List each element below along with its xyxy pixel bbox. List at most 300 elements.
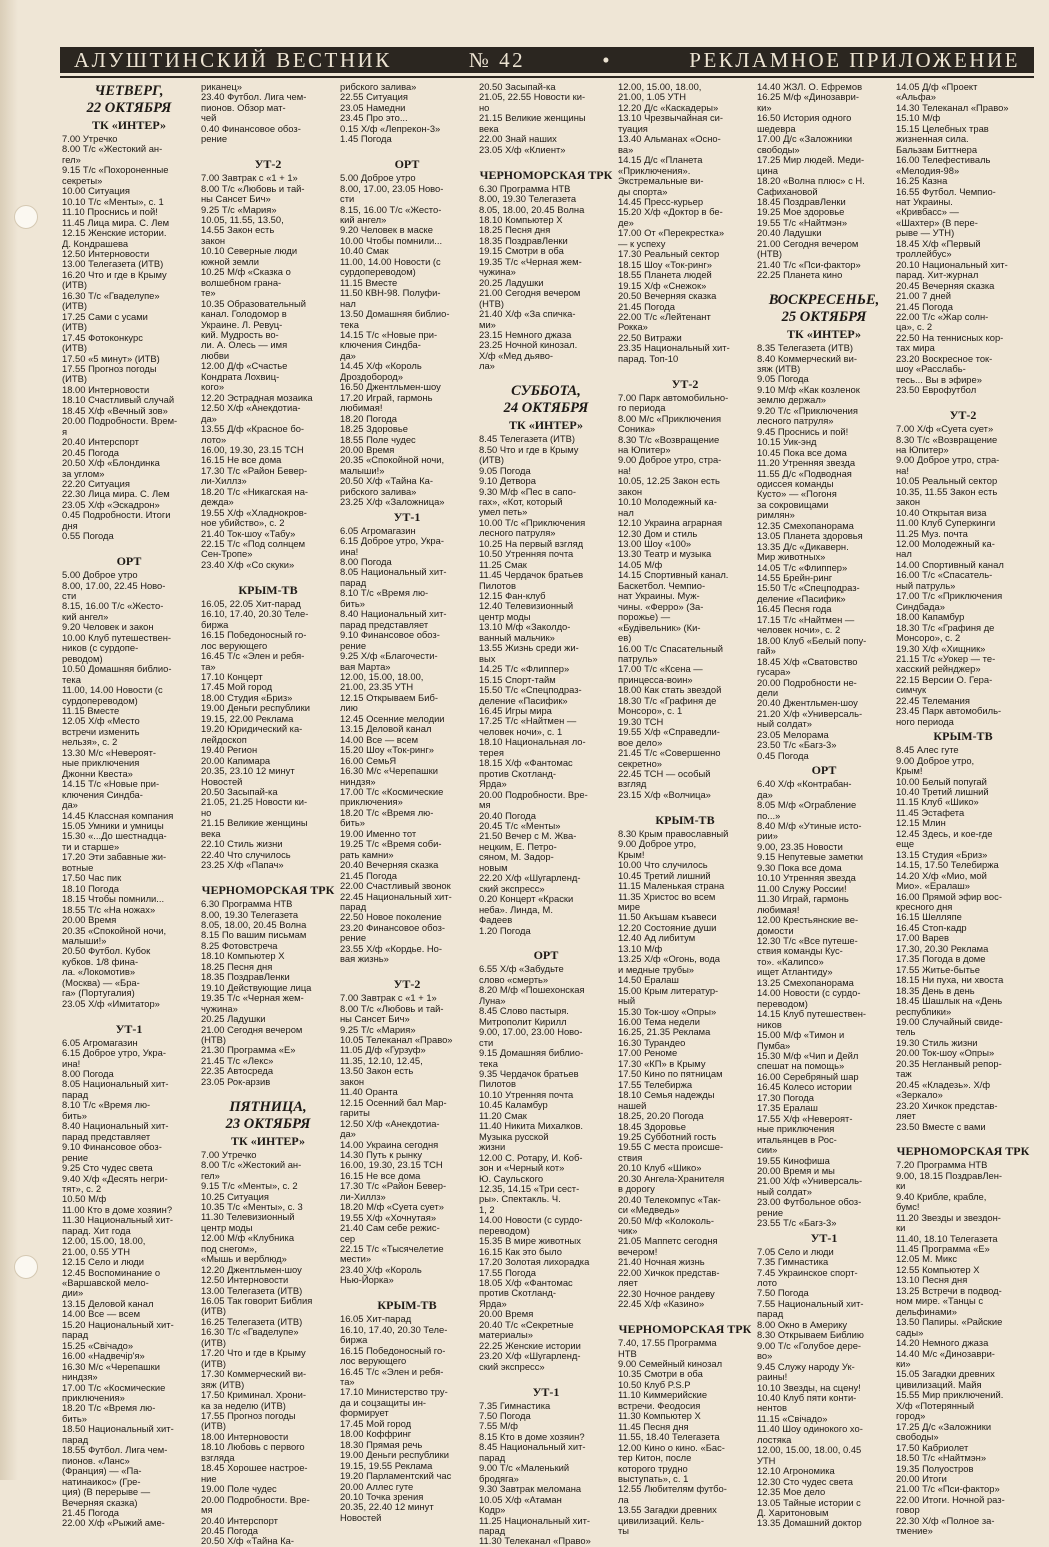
program-line: сти (62, 590, 77, 602)
program-line: 11.55, 18.40 Телегазета (618, 1431, 720, 1443)
program-line: парад (479, 1525, 506, 1536)
program-line: гах», «Кот, который (479, 495, 563, 507)
program-line: 11.05 Д/ф «Гурзуф» (340, 1044, 426, 1056)
program-line: ные приключения (62, 757, 140, 769)
program-line: 8.30 Крым православный (618, 827, 729, 839)
program-line: 20.50 Засыпай-ка (201, 786, 278, 797)
program-line: 9.45 Проснись и пой! (757, 425, 849, 437)
program-line: 6.55 Х/ф «Забудьте (479, 963, 564, 975)
program-line: гай» (757, 645, 776, 657)
program-line: 6.30 Программа НТВ (201, 898, 293, 910)
program-line: 23.05 Х/ф «Клиент» (479, 143, 566, 155)
program-line: секретно» (618, 757, 663, 769)
program-line: 10.15 Уик-энд (757, 436, 817, 448)
program-line: дня (62, 519, 78, 531)
program-line: 12.10 Украина аграрная (618, 517, 723, 529)
program-line: 12.05 М. Микс (896, 1253, 958, 1265)
program-line: (ИТВ) (62, 321, 87, 333)
program-line: 14.20 Немного джаза (896, 1337, 989, 1349)
program-line: (НТВ) (757, 248, 782, 260)
program-line: — к успеху (618, 237, 666, 249)
program-line: 22.30 Лица мира. С. Лем (62, 488, 170, 500)
program-line: 17.30 Т/с «Район Бевер- (340, 1180, 447, 1192)
program-line: Ю. Саульского (479, 1172, 544, 1184)
program-line (62, 1009, 196, 1019)
program-line: 20.00 Подробности. Врем- (62, 415, 178, 427)
program-line: сти (479, 1036, 494, 1048)
program-line: 22.00 Знай наших (479, 133, 557, 145)
program-line: парад представляет (340, 618, 429, 630)
program-line: 14.40 ЖЗЛ. О. Ефремов (757, 81, 863, 92)
program-line: 9.00 Доброе утро, стра- (618, 454, 722, 466)
program-line: 12.35 Смехопанорама (757, 519, 854, 531)
program-line: 22.15 Версии О. Гера- (896, 673, 993, 685)
program-line: 8.20 М/ф «Пошехонская (479, 984, 585, 996)
program-line: 13.55 Жизнь среди жи- (479, 642, 579, 654)
program-line: 10.45 Каламбур (479, 1099, 548, 1111)
program-line: 12.00, 15.00, 18.00, (618, 81, 702, 92)
program-line: 9.15 Домашняя библио- (479, 1047, 584, 1059)
program-line: бродяга» (479, 1472, 519, 1484)
program-line: 8.05, 18.00, 20.45 Волна (201, 918, 307, 930)
program-line: 16.00 СемьЯ (340, 754, 397, 766)
program-line: 19.30 Стиль жизни (896, 1036, 978, 1048)
program-line: 17.15 Т/с «Найтмен — (757, 613, 855, 625)
program-line: чей (201, 112, 217, 124)
program-line: Д. Харитоновым (757, 1507, 829, 1518)
program-line: ки (896, 1222, 906, 1234)
program-line: 8.40 Национальный хит- (62, 1120, 169, 1132)
program-line: тмение» (896, 1525, 933, 1537)
program-line: мя (479, 799, 491, 811)
program-line: 23.45 Про это... (340, 112, 408, 124)
program-line: (ИТВ) (62, 300, 87, 312)
program-line: (ИТВ) (201, 1357, 226, 1369)
program-line: 22.45 Телемания (896, 694, 971, 706)
program-line: 13.25 Х/ф «Огонь, вода (618, 953, 721, 965)
masthead-bullet: • (602, 48, 613, 72)
program-line: 16.25 Казна (896, 175, 948, 187)
program-line: 18.00 Интерновости (62, 383, 150, 395)
program-line: 10.25 На первый взгляд (479, 537, 584, 549)
program-line: 13.25 Смехопанорама (757, 976, 854, 988)
program-line: 7.35 Гимнастика (757, 1256, 829, 1268)
program-line: 18.35 День в день (896, 984, 975, 996)
program-line: материалы» (479, 1329, 533, 1341)
program-line: Дроздобород» (340, 370, 403, 382)
program-line: ствия (618, 1151, 643, 1163)
supplement-label: РЕКЛАМНОЕ ПРИЛОЖЕНИЕ (689, 48, 1020, 72)
program-line: 20.50 Засыпай-ка (479, 81, 556, 92)
program-line: 18.25 Здоровье (340, 423, 408, 435)
program-line: 21.05 Маппетс сегодня (618, 1235, 718, 1247)
program-line: терея (479, 746, 504, 758)
program-line: «Будівельник» (Ки- (618, 621, 701, 633)
program-line: бить» (340, 817, 365, 829)
program-line: вая Марта» (340, 660, 391, 672)
program-line: 9.25 Сто чудес света (62, 1162, 153, 1174)
program-line: 20.35 «Спокойной ночи, (62, 924, 167, 936)
program-line: 17.55 Житье-бытье (896, 963, 980, 975)
tv-schedule-columns (62, 81, 1034, 1547)
program-line: парад. Хит года (62, 1224, 131, 1236)
program-line: 18.30 Т/с «Графиня де (618, 694, 717, 706)
program-line: 20.40 Ладушки (757, 227, 822, 239)
program-line: 8.15 Кто в доме хозяин? (479, 1430, 585, 1442)
program-line: 10.35 Образовательный (201, 297, 306, 309)
program-line: 11.50 Акъшам къавеси (618, 911, 717, 923)
program-line: рение (62, 1151, 89, 1163)
program-line: я (62, 425, 68, 437)
program-line: 14.05 М/ф (618, 558, 663, 570)
program-line: 7.20 Программа НТВ (896, 1159, 988, 1171)
program-line: переводом) (479, 1224, 530, 1236)
program-line: 23.40 Х/ф «Король (340, 1263, 422, 1275)
program-line: 18.45 Х/ф «Сватовство (757, 655, 858, 667)
program-line: человек ночи», с. 2 (757, 624, 841, 636)
program-line: 17.00 От «Перекрестка» (618, 227, 725, 239)
program-line: 16.00 Тема недели (618, 1015, 701, 1027)
program-line: республики» (896, 1005, 952, 1017)
program-line: «Варшавской мело- (62, 1277, 149, 1289)
program-line: 18.00 Коффринг (340, 1428, 412, 1440)
program-line: 18.00 Интерновости (201, 1430, 289, 1442)
program-line: 11.15 Клуб «Шико» (896, 796, 979, 808)
channel-heading: КРЫМ-ТВ (655, 812, 715, 827)
program-line: 19.00 Случайный свиде- (896, 1015, 1003, 1027)
program-line: 19.55 Х/ф «Хладнокров- (201, 506, 307, 518)
program-line: 22.00 Х/ф «Рыжий аме- (62, 1517, 165, 1529)
program-line: Монсоро», с. 1 (618, 705, 683, 717)
program-line: тека (479, 1057, 498, 1069)
program-line: 16.50 История одного (757, 112, 852, 124)
program-line: 16.00 Телефестиваль (896, 154, 991, 166)
program-line: 12.40 Ад либитум (618, 932, 696, 944)
program-line: 18.15 Х/ф «Фантомас (479, 757, 573, 769)
program-line: 7.00 Завтрак с «1 + 1» (340, 992, 437, 1004)
program-line: 16.30 М/с «Черепашки (340, 765, 439, 777)
program-line: дельфинами» (896, 1305, 957, 1317)
program-line: 19.55 Т/с «Найтмэн» (757, 216, 848, 228)
program-line: сурдопереводом) (62, 694, 138, 706)
program-line: 11.20 Утренняя звезда (757, 457, 856, 469)
program-line: ла. «Локомотив» (62, 966, 136, 978)
program-line: 22.20 Х/ф «Шугарленд- (479, 872, 581, 884)
program-line: 22.20 Ситуация (62, 477, 130, 489)
program-line: «Шахтер» (В пере- (896, 216, 978, 228)
program-line: сер (340, 1232, 356, 1244)
program-line: лесного патруля» (479, 527, 556, 539)
program-line: 10.35, 11.55 Закон есть (896, 485, 998, 497)
program-line: 23.55 Х/ф «Кордье. Но- (340, 942, 443, 954)
program-line: 18.30 Прямая речь (340, 1438, 423, 1450)
program-line: 21.00 Сегодня вечером (757, 237, 859, 249)
program-line: еще (896, 838, 915, 850)
program-line: 12.50 Х/ф «Анекдотиа- (340, 1117, 440, 1129)
program-line: 12.15 Открываем Биб- (340, 691, 438, 703)
program-line: 20.00 Подробности не- (757, 676, 857, 688)
program-line: 11.30 Национальный хит- (62, 1214, 174, 1226)
program-line: 17.35 Погода в доме (896, 953, 986, 965)
program-line: Х/ф «Потерянный (896, 1399, 975, 1411)
program-line: ные приключения (757, 1123, 835, 1135)
program-line: 18.20 Погода (340, 412, 397, 424)
program-line: 11.40 Никита Михалков. (479, 1120, 584, 1132)
program-line: 11.10 Киммерийские (618, 1389, 708, 1401)
program-line: 21.00 Сегодня вечером (479, 287, 581, 299)
program-line: 23.20 Финансовое обоз- (340, 921, 446, 933)
program-line: рение (340, 932, 367, 944)
program-line: 20.40 Вечерняя сказка (340, 859, 439, 871)
program-line: 8.45 Телегазета (ИТВ) (479, 433, 576, 445)
program-line: 14.45 Х/ф «Король (340, 360, 422, 372)
program-line: 18.15 Шоу «Ток-ринг» (618, 258, 712, 270)
program-line: по...» (757, 809, 781, 821)
program-line: 12.45 Осенние мелодии (340, 712, 445, 724)
program-line: 17.20 Золотая лихорадка (479, 1256, 590, 1268)
program-line: под снегом», (201, 1242, 257, 1254)
program-line: 14.20 Х/ф «Мио, мой (896, 869, 987, 881)
program-line: Кондрата Лохвиц- (201, 370, 280, 382)
program-line: ном мире. «Танцы с (896, 1295, 984, 1307)
program-line: 8.45 Слово пастыря. (479, 1005, 569, 1017)
schedule-column-3 (340, 81, 474, 1523)
program-line: 23.55 Т/с «Багз-3» (757, 1217, 837, 1229)
program-line: Нью-Йорка» (340, 1274, 394, 1286)
program-line: 8.15, 16.00 Т/с «Жесто- (340, 203, 442, 215)
channel-heading: ОРТ (811, 763, 837, 778)
program-line: закон (340, 1075, 365, 1087)
program-line: рибского залива» (340, 81, 417, 92)
program-line: 20.45 «Кладезь». Х/ф (896, 1078, 991, 1090)
program-line: 18.00 Капамбур (896, 611, 965, 623)
program-line (618, 364, 752, 374)
program-line: взгляда (201, 1451, 235, 1463)
program-line: 18.10 Компьютер Х (201, 950, 285, 962)
program-line: Новостей (340, 1511, 382, 1523)
program-line: 12.35 Мое дело (757, 1486, 826, 1498)
program-line: 14.15 Т/с «Новые при- (62, 778, 160, 790)
program-line: 12.20 Д/с «Каскадеры» (618, 101, 719, 113)
program-line: 20.50 Х/ф «Блондинка (62, 457, 160, 469)
program-line: 10.40 Клуб пяти конти- (757, 1392, 857, 1404)
program-line: 18.10 Национальная ло- (479, 736, 586, 748)
program-line: 11.20 Звезды и звездон- (896, 1211, 1001, 1223)
program-line: 23.05 Мелорама (757, 728, 829, 740)
program-line: 16.25 М/ф «Динозаври- (757, 91, 859, 103)
program-line (340, 145, 474, 155)
program-line: 12.00, 15.00, 18.00, 0.45 (757, 1444, 862, 1456)
program-line: 9.00 Доброе утро, стра- (896, 454, 1000, 466)
program-line: 14.30 Телеканал «Право» (896, 101, 1009, 113)
program-line: ствия команды Кус- (757, 945, 843, 957)
program-line: 16.00 «Надвечір'я» (62, 1350, 145, 1362)
program-line: 17.55 Телебиржа (618, 1078, 693, 1090)
program-line: 15.30 М/ф «Чип и Дейл (757, 1049, 859, 1061)
newspaper-title: АЛУШТИНСКИЙ ВЕСТНИК (74, 48, 392, 72)
program-line: 16.05, 22.05 Хит-парад (201, 597, 301, 609)
program-line: 13.10 Чрезвычайная си- (618, 112, 724, 124)
program-line: закон (201, 234, 226, 246)
schedule-column-6 (757, 81, 891, 1529)
program-line: лос верующего (340, 1355, 407, 1367)
program-line: 22.00 Т/с «Лейтенант (618, 310, 711, 322)
program-line: ниндзя» (340, 775, 376, 787)
program-line: 11.50 КВН-98. Полуфи- (340, 287, 441, 299)
program-line: 23.20 Воскресное ток- (896, 352, 993, 364)
program-line: 17.20 Играй, гармонь (340, 391, 433, 403)
program-line: 8.00 Т/с «Любовь и тай- (201, 182, 305, 194)
program-line: 21.45 Т/с «Совершенно (618, 747, 721, 759)
program-line: вечером! (618, 1245, 658, 1257)
program-line: 9.40 Крибле, крабле, (896, 1190, 987, 1202)
channel-heading: КРЫМ-ТВ (933, 729, 993, 744)
program-line: Баскетбол. Чемпио- (618, 579, 706, 591)
program-line: 17.50 «5 минут» (ИТВ) (62, 352, 160, 364)
program-line: 16.00 Т/с Спасательный (618, 642, 724, 654)
program-line: 12.00 Кино о кино. «Бас- (618, 1441, 725, 1453)
program-line: 0.55 Погода (62, 530, 114, 542)
program-line: встречи изменить (62, 725, 140, 737)
program-line: Вечерняя сказка) (62, 1496, 138, 1508)
program-line: 23.40 Х/ф «Со скуки» (201, 558, 295, 570)
program-line: 16.25 Телегазета (ИТВ) (201, 1315, 303, 1327)
program-line: 17.45 Фотоконкурс (62, 331, 143, 343)
program-line: 10.50 Клуб P.S.P (618, 1378, 691, 1390)
program-line: 15.30 «...До шестнадца- (62, 830, 167, 842)
program-line: 17.55 Погода (479, 1266, 536, 1278)
program-line: 18.50 Национальный хит- (62, 1423, 174, 1435)
program-line: 13.15 Деловой канал (340, 723, 432, 735)
program-line: 1.45 Погода (340, 133, 392, 145)
program-line: 9.30 М/ф «Пес в сапо- (479, 485, 576, 497)
channel-heading: ТК «ИНТЕР» (230, 1133, 305, 1148)
program-line: 11.15 «Свічадо» (757, 1412, 828, 1424)
program-line: ного периода (896, 715, 954, 727)
program-line: 14.15 Д/с «Планета (618, 154, 703, 166)
channel-heading: УТ-2 (393, 977, 421, 992)
program-line: 10.50 Утренняя почта (479, 548, 574, 560)
program-line: 17.00 Т/с «Космические (62, 1381, 166, 1393)
program-line: дели (757, 687, 779, 699)
program-line: 10.40 Смак (340, 245, 389, 257)
program-line: 13.00 Телегазета (ИТВ) (62, 258, 164, 270)
program-line: ты (618, 1525, 630, 1537)
program-line: 16.15 Победоносный го- (340, 1344, 446, 1356)
program-line: 22.30 Ночное рандеву (618, 1287, 715, 1299)
program-line: дежда» (201, 496, 234, 508)
program-line: 13.05 Тайные истории с (757, 1496, 861, 1508)
day-heading: ВОСКРЕСЕНЬЕ, (768, 292, 880, 309)
program-line: 23.25 Ночной кинозал. (479, 339, 578, 351)
program-line: 14.55 Закон есть (201, 224, 275, 236)
program-line: 8.00 Погода (340, 556, 392, 568)
program-line: 16.45 Песня года (757, 603, 832, 615)
channel-heading: УТ-2 (949, 408, 977, 423)
program-line: парад представляет (62, 1130, 151, 1142)
program-line (62, 542, 196, 552)
program-line: 12.30 Т/с «Все путеше- (757, 934, 858, 946)
program-line: гел» (62, 153, 81, 165)
program-line: парад (340, 900, 367, 912)
program-line: 20.00 Ток-шоу «Опры» (896, 1047, 995, 1059)
program-line: 7.05 Село и люди (757, 1245, 834, 1257)
program-line: 20.35 Негланвый репор- (896, 1057, 1002, 1069)
program-line: 9.20 Т/с «Приключения (757, 404, 858, 416)
program-line: 22.45 Национальный хит- (340, 890, 452, 902)
program-line: Монсоро», с. 2 (896, 632, 961, 644)
program-line: ли-Хиллз» (340, 1190, 386, 1202)
program-line: (ИТВ) (62, 373, 87, 385)
program-line: 8.35 Телегазета (ИТВ) (757, 342, 854, 354)
program-line: хасский рейнджер» (896, 663, 981, 675)
program-line: 20.25 Ладушки (201, 1013, 266, 1025)
program-line: 9.00 Т/с «Маленький (479, 1462, 570, 1474)
program-line: 18.25 Песня дня (479, 224, 551, 236)
program-line: зяж (ИТВ) (757, 362, 801, 374)
program-line: 13.50 Домашняя библио- (340, 308, 450, 320)
program-line: ка за неделю (ИТВ) (201, 1399, 286, 1411)
program-line: 20.10 Точка зрения (340, 1491, 424, 1502)
program-line: 8.00, 17.00, 23.05 Ново- (340, 182, 444, 194)
program-line: реводом) (62, 652, 103, 664)
program-line: рии» (757, 830, 778, 842)
program-line: 8.40 М/ф «Утиные исто- (757, 820, 862, 831)
program-line: 15.35 В мире животных (479, 1235, 581, 1247)
program-line: 12.00, 15.00, 18.00, (340, 671, 424, 683)
program-line: 9.00, 23.35 Новости (757, 840, 843, 852)
program-line: нельзя», с. 2 (62, 736, 118, 748)
program-line: 21.00, 1.05 УТН (618, 91, 686, 103)
program-line: 18.00 Клуб «Белый попу- (757, 634, 867, 646)
program-line: (ИТВ) (62, 279, 87, 291)
program-line: 14.40 М/с «Динозаври- (896, 1347, 995, 1359)
program-line: 16.30 Турандео (618, 1036, 686, 1048)
program-line: 0.45 Погода (757, 749, 809, 761)
program-line: 14.25 Т/с «Флиппер» (479, 663, 570, 675)
program-line: тах мира (896, 342, 935, 354)
program-line: ми» (479, 318, 496, 330)
program-line: парад (62, 1088, 89, 1100)
channel-heading: ОРТ (116, 554, 142, 569)
channel-heading: ЧЕРНОМОРСКАЯ ТРК (201, 883, 335, 898)
program-line: 21.45 Погода (62, 1507, 119, 1518)
program-line: 13.50 Закон есть (340, 1065, 414, 1077)
program-line: 13.35 Д/с «Дикаверн. (757, 540, 849, 552)
program-line: 12.35, 14.15 «Три сест- (479, 1182, 580, 1194)
program-line: 18.10 Семья надежды (618, 1089, 715, 1101)
program-line (479, 1372, 613, 1382)
program-line: 11.30 Телевизионный (201, 1211, 295, 1223)
program-line: 15.15 Целебных трав (896, 122, 989, 134)
program-line: 14.00 Спортивный канал (896, 558, 1004, 570)
program-line: 10.10 Звезды, на сцену! (757, 1381, 861, 1393)
program-line: 23.05 Намедни (340, 101, 406, 113)
program-line: чужина» (201, 1002, 238, 1014)
program-line: 20.00 Подробности. Вре- (479, 788, 588, 800)
program-line: 9.40 Х/ф «Десять негри- (62, 1172, 168, 1184)
program-line: 18.35 ПоздравЛенки (201, 971, 290, 983)
program-line: Мио». «Ералаш» (896, 880, 970, 892)
program-line: 23.50 Т/с «Багз-3» (757, 739, 837, 751)
program-line: 17.25 Т/с «Найтмен — (479, 715, 577, 727)
program-line: 12.00 С. Ротару, И. Коб- (479, 1151, 583, 1163)
program-line: 14.15 Клуб путешествен- (757, 1008, 867, 1020)
program-line: 23.20 Хичкок представ- (896, 1099, 998, 1111)
program-line: 8.00 Погода (62, 1067, 114, 1079)
program-line: троллейбус» (896, 248, 952, 260)
program-line: 23.40 Футбол. Лига чем- (201, 91, 307, 103)
